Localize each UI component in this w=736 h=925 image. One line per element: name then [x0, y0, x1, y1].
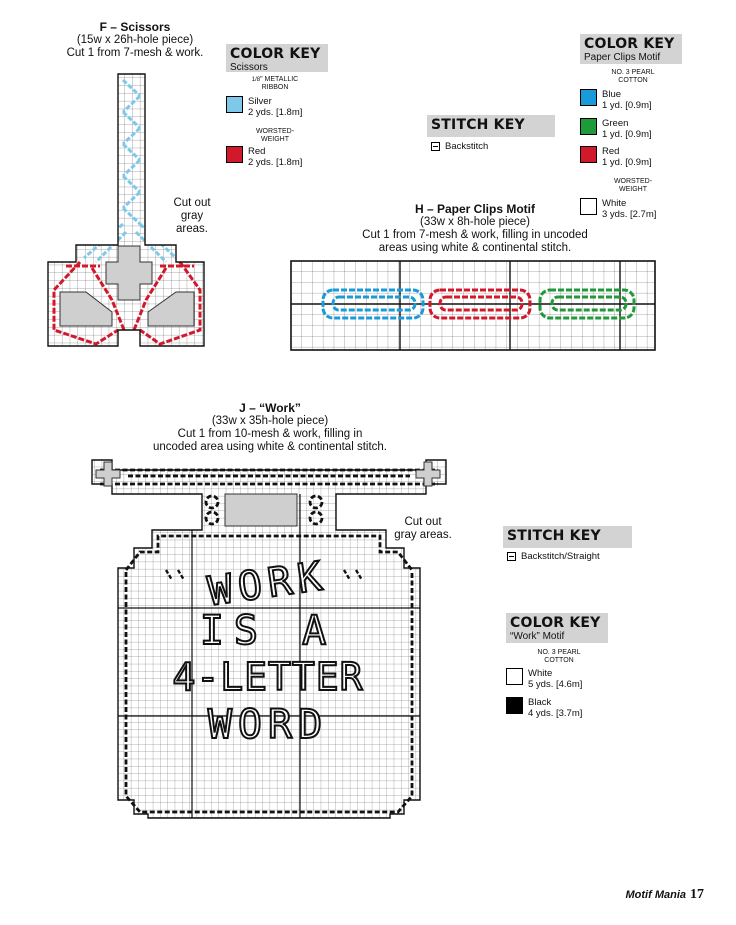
work-black-swatch	[506, 697, 523, 714]
green-amount: 1 yd. [0.9m]	[602, 129, 652, 140]
backstitch-straight-icon	[507, 552, 516, 561]
red-amount: 2 yds. [1.8m]	[248, 157, 303, 168]
ribbon-label-line2: RIBBON	[261, 84, 289, 91]
scissors-color-key-heading: COLOR KEY	[230, 46, 321, 62]
scissors-note-line2: gray	[180, 210, 204, 222]
paperclips-line2: areas using white & continental stitch.	[378, 242, 572, 254]
chart-text-work: WORK	[205, 552, 331, 616]
book-title: Motif Mania	[625, 889, 686, 901]
work-color-key-subheading: “Work” Motif	[510, 631, 565, 642]
blue-name: Blue	[602, 89, 622, 100]
work-black-name: Black	[528, 697, 552, 708]
work-title: J – “Work”	[239, 401, 301, 415]
work-stitch-key-header	[503, 526, 632, 548]
chart-text-letter: 4-LETTER	[172, 655, 364, 699]
work-white-amount: 5 yds. [4.6m]	[528, 679, 583, 690]
work-white-name: White	[528, 668, 553, 679]
work-color-key-heading: COLOR KEY	[510, 615, 601, 631]
scissors-note-line3: areas.	[176, 223, 208, 235]
backstitch-straight-label: Backstitch/Straight	[521, 551, 600, 562]
page-footer	[626, 887, 705, 903]
work-chart-text	[140, 552, 396, 750]
paperclips-red-name: Red	[602, 146, 620, 157]
backstitch-label: Backstitch	[445, 141, 489, 152]
scissors-color-key-subheading: Scissors	[230, 62, 268, 73]
worsted-label-line1: WORSTED-	[255, 128, 295, 135]
scissors-instructions: Cut 1 from 7-mesh & work.	[66, 47, 204, 59]
work-stitch-backstitch	[507, 551, 600, 562]
paperclips-color-key-heading: COLOR KEY	[584, 36, 675, 52]
paperclips-stitch-key-heading: STITCH KEY	[431, 117, 525, 133]
work-line1: Cut 1 from 10-mesh & work, filling in	[177, 428, 363, 440]
work-line2: uncoded area using white & continental stitch.	[153, 441, 387, 453]
scissors-size: (15w x 26h-hole piece)	[76, 34, 194, 46]
silver-amount: 2 yds. [1.8m]	[248, 107, 303, 118]
page-number: 17	[690, 887, 704, 902]
work-pearl-group-label	[516, 649, 602, 665]
scissors-note-line1: Cut out	[173, 197, 211, 209]
paperclips-color-key-subheading: Paper Clips Motif	[584, 52, 661, 63]
pearl-label-line1: NO. 3 PEARL	[611, 69, 655, 76]
work-note	[390, 516, 456, 542]
blue-amount: 1 yd. [0.9m]	[602, 100, 652, 111]
work-pearl-line1: NO. 3 PEARL	[537, 649, 581, 656]
white-name: White	[602, 198, 627, 209]
ribbon-fraction: 1/8	[251, 77, 261, 83]
pearl-label-line2: COTTON	[618, 77, 648, 84]
work-key-item-black	[506, 697, 582, 719]
worsted-label-line2: WEIGHT	[261, 136, 289, 143]
paperclips-size: (33w x 8h-hole piece)	[420, 216, 530, 228]
work-note-line1: Cut out	[404, 516, 442, 528]
work-color-key-header	[506, 613, 608, 643]
work-white-swatch	[506, 668, 523, 685]
silver-name: Silver	[248, 96, 272, 107]
green-name: Green	[602, 118, 629, 129]
work-pearl-line2: COTTON	[544, 657, 574, 664]
work-note-line2: gray areas.	[394, 529, 452, 541]
work-key-item-white	[506, 668, 582, 690]
paperclips-red-amount: 1 yd. [0.9m]	[602, 157, 652, 168]
paperclips-line1: Cut 1 from 7-mesh & work, filling in uncoded	[362, 229, 588, 241]
paperclips-worsted-line2: WEIGHT	[619, 186, 647, 193]
paperclips-title: H – Paper Clips Motif	[414, 202, 536, 216]
chart-text-is-a: IS A	[199, 608, 337, 654]
paperclips-worsted-line1: WORSTED-	[613, 178, 653, 185]
scissors-title: F – Scissors	[99, 20, 171, 34]
chart-text-word: WORD	[207, 702, 329, 748]
ribbon-label-rest: " METALLIC	[260, 76, 299, 83]
work-black-amount: 4 yds. [3.7m]	[528, 708, 583, 719]
red-name: Red	[248, 146, 266, 157]
white-amount: 3 yds. [2.7m]	[602, 209, 657, 220]
work-stitch-key-heading: STITCH KEY	[507, 528, 601, 544]
work-size: (33w x 35h-hole piece)	[211, 415, 329, 427]
